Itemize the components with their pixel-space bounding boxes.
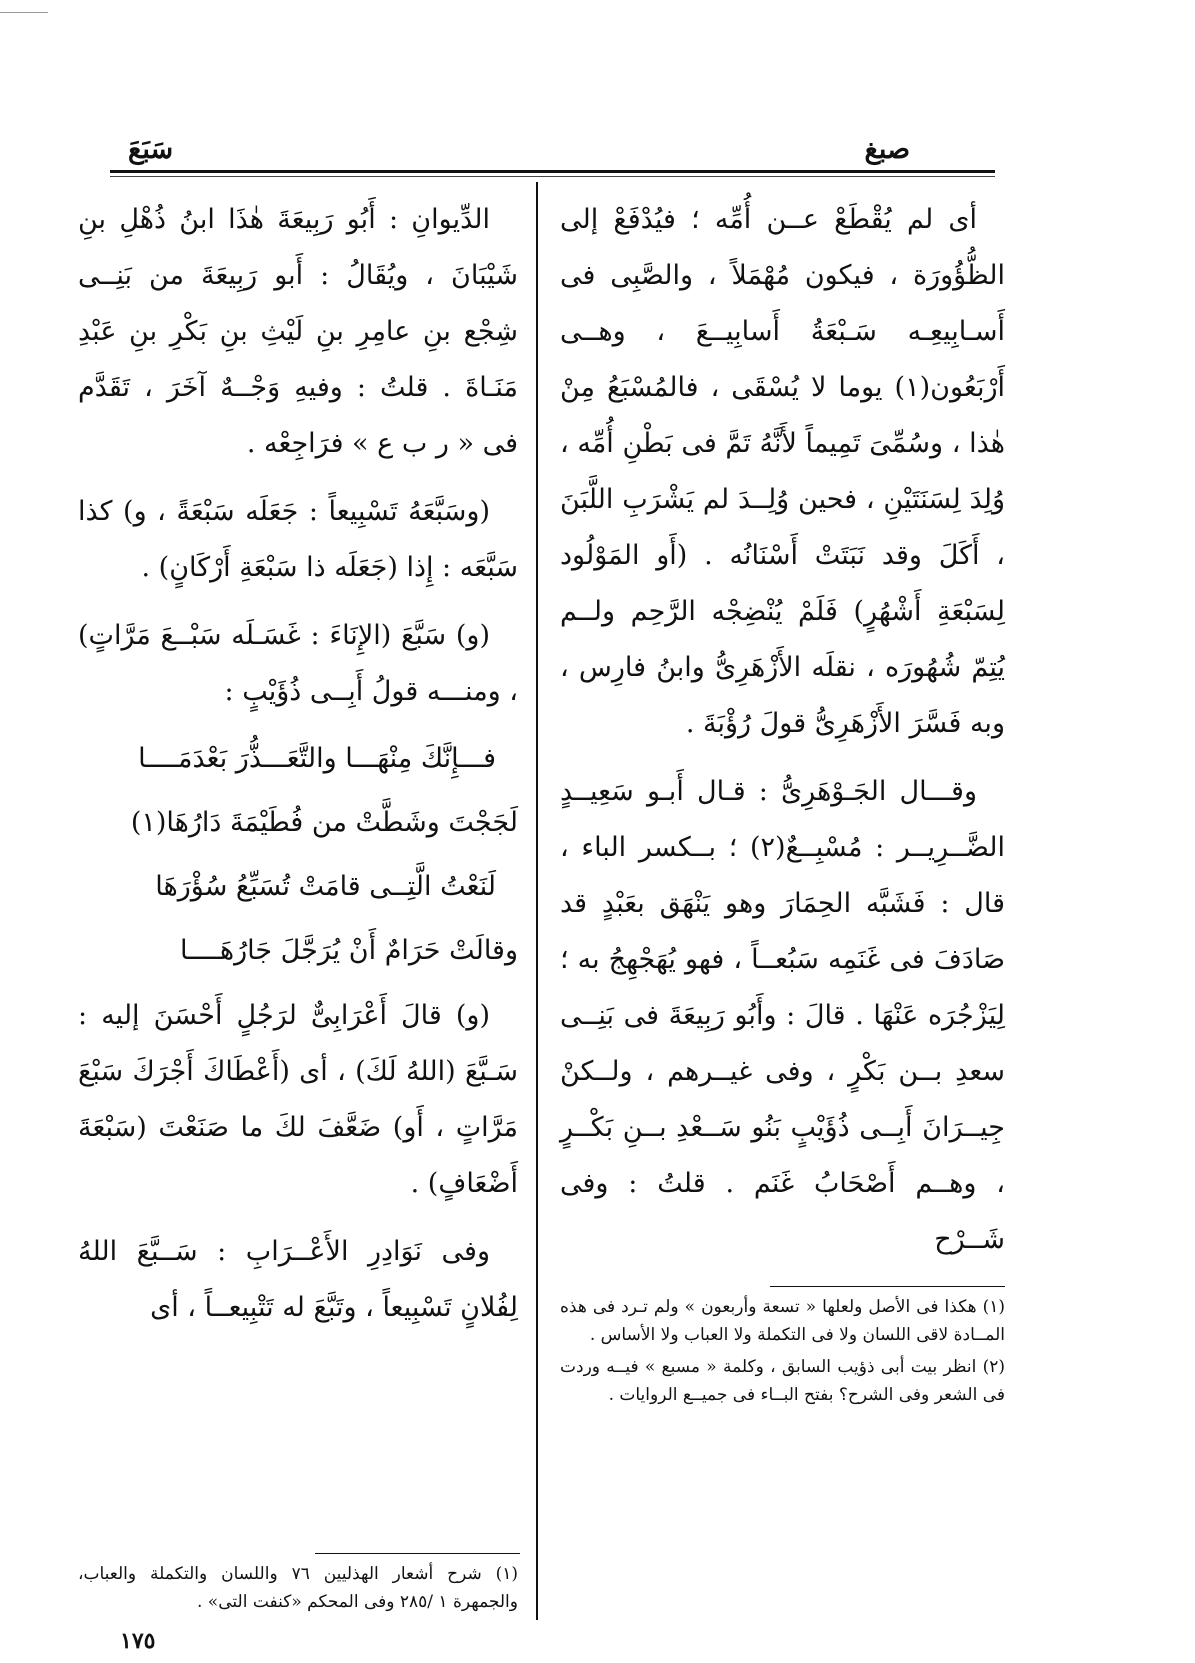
- right-paragraph-2: وقـــال الجَـوْهَرِىُّ : قـال أَبـو سَعِيــدٍ الضَّــرِيــر : مُسْبِــعٌ(٢) ؛ بــكسر الباء ، قال : فَشَبَّه الحِمَارَ وهو يَنْهَق بعَبْدٍ قد صَادَفَ فى غَنَمِه سَبُعــاً ، فهو يُهَجْهِجُ به ؛ لِيَزْجُرَه عَنْهَا . قالَ : وأَبُو رَبِيعَةَ فى بَنِــى سعدِ بــن بَكْرٍ ، وفى غيــرهم ، ولــكنْ جِيــرَانَ أَبِــى ذُؤَيْبٍ بَنُو سَــعْدِ بــنِ بَكْــرٍ ، وهــم أَصْحَابُ غَنَم . قلتُ : وفى شَــرْح: [560, 776, 1005, 1255]
- left-footnote-1: (١) شرح أشعار الهذليين ٧٦ واللسان والتكملة والعباب، والجمهرة ١ /٢٨٥ وفى المحكم «كنفت التى» .: [78, 1564, 518, 1612]
- left-footnote-rule: [315, 1553, 520, 1554]
- right-column: [560, 192, 1005, 1280]
- verse-1-second-hemistich: لَجَجْتَ وشَطَّتْ من فُطَيْمَةَ دَارُهَا(١): [130, 807, 518, 838]
- corner-mark: [0, 12, 48, 13]
- verse-1-first-hemistich: فـــإِنَّكَ مِنْهَـــا والتَّعَـــذُّرَ بَعْدَمَــــا: [138, 743, 496, 774]
- header-right-word: صبغ: [864, 134, 910, 165]
- column-separator: [536, 182, 538, 1620]
- left-column: [78, 192, 518, 1348]
- right-footnote-rule: [770, 1286, 1005, 1287]
- page-number: ١٧٥: [120, 1628, 156, 1654]
- left-paragraph-2: (وسَبَّعَهُ تَسْبِيعاً : جَعَلَه سَبْعَةً ، و) كذا سَبَّعَه : إِذا (جَعَلَه ذا سَبْعَةِ أَرْكَانٍ) .: [78, 496, 518, 583]
- right-footnotes: [560, 1293, 1005, 1413]
- left-paragraph-1: الدِّيوانِ : أَبُو رَبِيعَةَ هٰذَا ابنُ ذُهْلِ بنِ شَيْبَانَ ، ويُقَالُ : أَبو رَبِيعَةَ من بَنِــى شِجْع بنِ عامِرِ بنِ لَيْثِ بنِ بَكْرِ بنِ عَبْدِ مَنَـاةَ . قلتُ : وفيهِ وَجْــهٌ آخَرَ ، تَقَدَّم فى « ر ب ع » فرَاجِعْه .: [78, 204, 518, 459]
- right-paragraph-1: أى لم يُقْطَعْ عــن أُمِّه ؛ فيُدْفَعْ إلى الظُّؤُورَة ، فيكون مُهْمَلاً ، والصَّبِى فى أَسـابِيعِـه سَـبْعَةُ أَسابِيــعَ ، وهــى أَرْبَعُون(١) يوما لا يُسْقَى ، فالمُسْبَعُ مِنْ هٰذا ، وسُمِّىَ تَمِيماً لأَنَّهُ تَمَّ فى بَطْنِ أُمِّه ، وُلِدَ لِسَنَتَيْنِ ، فحين وُلِــدَ لم يَشْرَبِ اللَّبَنَ ، أَكَلَ وقد نَبَتَتْ أَسْنَانُه . (أَو المَوْلُود لِسَبْعَةِ أَشْهُرٍ) فَلَمْ يُنْضِجْه الرَّحِم ولــم يُتِمّ شُهُورَه ، نقلَه الأَزْهَرِىُّ وابنُ فارِس ، وبه فَسَّرَ الأَزْهَرِىُّ قولَ رُؤْبَةَ .: [560, 204, 1005, 739]
- verse-2-first-hemistich: لَنَعْتُ الَّتِــى قامَتْ تُسَبِّعُ سُؤْرَهَا: [155, 871, 496, 902]
- right-footnote-1: (١) هكذا فى الأصل ولعلها « تسعة وأربعون » ولم تـرد فى هذه المــادة لاقى اللسان ولا فى التكملة ولا العباب ولا الأساس .: [560, 1297, 1005, 1345]
- verse-2-second-hemistich: وقالَتْ حَرَامٌ أَنْ يُرَجَّلَ جَارُهَــــا: [180, 935, 518, 966]
- left-paragraph-4: (و) قالَ أَعْرَابِىٌّ لرَجُلٍ أَحْسَنَ إليه : سَـبَّعَ (اللهُ لَكَ) ، أى (أَعْطَاكَ أَجْرَكَ سَبْعَ مَرَّاتٍ ، أَو) ضَعَّفَ لكَ ما صَنَعْتَ (سَبْعَةَ أَضْعَافٍ) .: [78, 1000, 518, 1199]
- left-footnotes: [78, 1560, 518, 1620]
- header-left-word: سَبَعَ: [128, 134, 174, 165]
- left-paragraph-5: وفى نَوَادِرِ الأَعْــرَابِ : سَــبَّعَ اللهُ لِفُلانٍ تَسْبِيعاً ، وتَبَّعَ له تَتْبِيعــاً ، أى: [78, 1236, 518, 1323]
- right-footnote-2: (٢) انظر بيت أبى ذؤيب السابق ، وكلمة « مسبع » فيــه وردت فى الشعر وفى الشرح؟ بفتح البــاء فى جميــع الروايات .: [560, 1357, 1005, 1405]
- header-rule-thin: [110, 176, 995, 177]
- left-paragraph-3: (و) سَبَّعَ (الإِنَاءَ : غَسَـلَه سَبْــعَ مَرَّاتٍ) ، ومنـــه قولُ أَبِــى ذُؤَيْبٍ :: [78, 620, 518, 707]
- header-rule: [110, 170, 995, 173]
